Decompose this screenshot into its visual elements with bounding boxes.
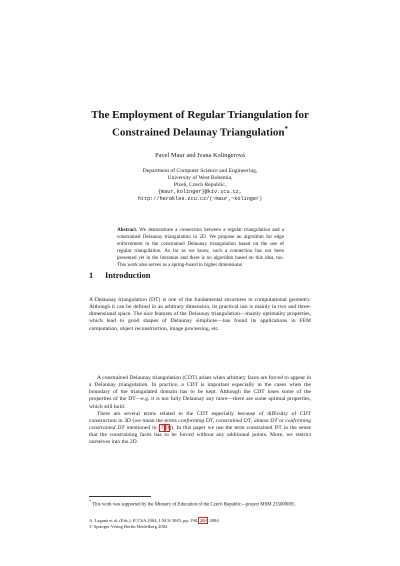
abstract <box>117 227 284 270</box>
intro-paragraph-1 <box>89 297 311 333</box>
paragraph-2a <box>89 375 311 411</box>
section-title: Introduction <box>105 271 151 280</box>
authors: Pavel Maur and Ivana Kolingerová <box>155 152 245 159</box>
p2b-text-2: mentioned in <box>124 425 159 432</box>
colophon-citation-post: , 2004. <box>207 518 220 523</box>
page-range-link[interactable]: 208 <box>199 518 207 523</box>
paragraph-1-text: A Delaunay triangulation (DT) is one of the fundamental structures in computational geometry. Although it can be defined in an arbitrary dimension, its practical use is mainly in two and three-dimensional space. The nice features of the Delaunay triangulation—mainly optimality properties, which lead to good shapes of Delaunay simplices—has found its applications in FEM computation, object reconstruction, image processing, etc. <box>89 297 311 332</box>
paragraph-2a-text: A constrained Delaunay triangulation (CDT) arises when arbitrary faces are forced to appear in a Delaunay triangulation. In practice, a CDT is important especially in the cases when the boundary of the triangulated domain has to be kept. Although the CDT loses some of the properties of the DT—e.g. it is not fully Delaunay any more—there are some optimal properties, which still hold. <box>89 375 311 410</box>
abstract-text: We demonstrate a connection between a regular triangulation and a constrained Delaunay triangulation in 2D. We propose an algorithm for edge enforcement in the constrained Delaunay triangulation based on the use of regular triangulation. As far as we know, such a connection has not been presented yet in the literature and there is no algorithm based on this idea, too. This work also serves as a spring-board to higher dimensions. <box>117 227 285 269</box>
p2b-sep-2: , <box>250 417 254 424</box>
citation-link-7[interactable]: 7 <box>160 425 164 432</box>
footnote-text: This work was supported by the Ministry of Education of the Czech Republic—project MSM 235000005. <box>92 502 296 508</box>
citation-sep: , <box>164 425 166 432</box>
p2b-text-1: There are several terms related to the CDT especially because of difficulty of CDT construction in 3D (we mean the terms <box>89 410 311 424</box>
term-conforming-constrained-dt: conforming constrained DT <box>89 417 311 432</box>
colophon <box>89 518 311 530</box>
affiliation-email: {maur,kolinger}@kiv.zcu.cz, <box>157 189 243 195</box>
paper-title-line-1 <box>60 108 340 122</box>
term-constrained-dt: constrained DT <box>215 417 251 424</box>
citation-close: ] <box>169 425 172 432</box>
footnote-mark: * <box>89 499 91 504</box>
abstract-label: Abstract. <box>117 227 138 233</box>
term-almost-dt: almost DT <box>253 417 278 424</box>
paragraph-2b <box>89 411 311 447</box>
p2b-sep-3: or <box>277 417 286 424</box>
footnote-rule <box>89 496 151 497</box>
p2b-text-3: ). In this paper we use the term constrained DT in the sense that the constraining faces has to be forced without any additional points. More, we restrict ourselves into the 2D. <box>89 425 311 446</box>
affiliation <box>60 168 340 203</box>
citation-open: [ <box>158 425 161 432</box>
footnote <box>89 499 311 509</box>
citation <box>158 425 171 431</box>
colophon-citation-pre: A. Laganà et al. (Eds.): ICCSA 2004, LNCS 3045, pp. 198– <box>89 518 200 523</box>
intro-paragraph-2 <box>89 375 311 447</box>
section-number: 1 <box>89 271 94 280</box>
affiliation-city: Plzeň, Czech Republic, <box>173 182 227 188</box>
section-heading <box>89 271 150 281</box>
paper-title-text-2: Constrained Delaunay Triangulation <box>111 126 285 139</box>
p2b-sep-1: , <box>212 417 216 424</box>
affiliation-url[interactable]: http://herakles.zcu.cz/(~maur,~kolinger) <box>137 196 263 202</box>
paper-title-line-2 <box>60 122 340 140</box>
title-footnote-mark: * <box>284 125 289 133</box>
affiliation-dept: Department of Computer Science and Engineering, <box>142 168 258 174</box>
colophon-copyright: © Springer-Verlag Berlin Heidelberg 2004 <box>89 524 168 529</box>
paper-title-text-1: The Employment of Regular Triangulation for <box>91 109 309 121</box>
affiliation-univ: University of West Bohemia, <box>167 175 233 181</box>
term-conforming-dt: conforming DT <box>178 417 213 424</box>
citation-link-9[interactable]: 9 <box>166 425 169 432</box>
